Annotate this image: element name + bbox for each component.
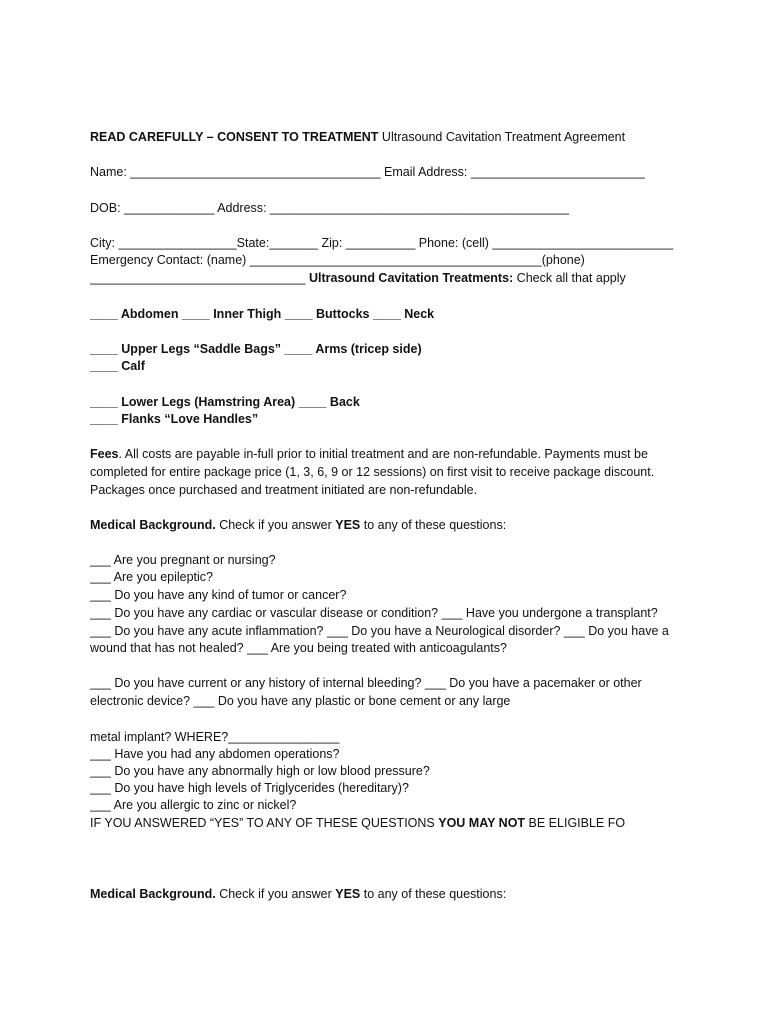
yes-emphasis: YES <box>335 518 361 532</box>
medical-question: ___ Are you epileptic? <box>90 570 214 584</box>
medical-instruction-text: Check if you answer <box>215 518 336 532</box>
medical-question: ___ Do you have any kind of tumor or cancer? <box>90 588 347 602</box>
form-title-rest: Ultrasound Cavitation Treatment Agreement <box>378 130 626 144</box>
treatments-heading: Ultrasound Cavitation Treatments: <box>308 271 514 285</box>
medical-question: ___ Do you have current or any history of internal bleeding? ___ Do you have a pacemaker or other <box>90 676 642 690</box>
medical-background-label: Medical Background. <box>90 887 216 901</box>
medical-question: ___ Do you have any acute inflammation? ___ Do you have a Neurological disorder? ___ Do you have a <box>90 624 669 638</box>
medical-instruction-text: to any of these questions: <box>360 887 507 901</box>
fees-text: . All costs are payable in-full prior to initial treatment and are non-refundable. Payments must be <box>118 447 648 461</box>
city-state-zip-phone-line: City: _________________State:_______ Zip: __________ Phone: (cell) __________________________ <box>90 236 674 250</box>
fees-line: Packages once purchased and treatment initiated are non-refundable. <box>90 483 478 497</box>
treatment-area-row: ____ Flanks “Love Handles” <box>90 412 259 426</box>
treatments-instruction: Check all that apply <box>513 271 626 285</box>
fees-line: completed for entire package price (1, 3, 6, 9 or 12 sessions) on first visit to receive package discount. <box>90 465 655 479</box>
treatment-area-row: ____ Upper Legs “Saddle Bags” ____ Arms (tricep side) <box>90 342 422 356</box>
medical-question: ___ Have you had any abdomen operations? <box>90 747 340 761</box>
warning-text: BE ELIGIBLE FO <box>525 816 626 830</box>
medical-background-heading <box>90 517 690 534</box>
name-email-line: Name: ____________________________________ Email Address: _________________________ <box>90 165 645 179</box>
emergency-contact-line: Emergency Contact: (name) __________________________________________(phone) <box>90 253 585 267</box>
medical-question: ___ Are you pregnant or nursing? <box>90 553 276 567</box>
treatments-intro-blank: _______________________________ <box>90 271 309 285</box>
medical-background-heading-repeat <box>90 886 690 903</box>
fees-line <box>90 446 690 463</box>
treatment-area-row: ____ Lower Legs (Hamstring Area) ____ Back <box>90 395 360 409</box>
warning-text: IF YOU ANSWERED “YES” TO ANY OF THESE QUESTIONS <box>90 816 439 830</box>
medical-question: ___ Do you have any cardiac or vascular disease or condition? ___ Have you undergone a transplant? <box>90 606 658 620</box>
medical-question: electronic device? ___ Do you have any plastic or bone cement or any large <box>90 694 511 708</box>
medical-instruction-text: Check if you answer <box>215 887 336 901</box>
form-title-bold: READ CAREFULLY – CONSENT TO TREATMENT <box>90 130 379 144</box>
dob-address-line: DOB: _____________ Address: ___________________________________________ <box>90 201 569 215</box>
medical-question: ___ Are you allergic to zinc or nickel? <box>90 798 297 812</box>
medical-background-label: Medical Background. <box>90 518 216 532</box>
treatment-area-row: ____ Abdomen ____ Inner Thigh ____ Buttocks ____ Neck <box>90 307 435 321</box>
medical-question: wound that has not healed? ___ Are you being treated with anticoagulants? <box>90 641 507 655</box>
treatment-area-row: ____ Calf <box>90 359 145 373</box>
medical-question: ___ Do you have any abnormally high or low blood pressure? <box>90 764 430 778</box>
medical-question: ___ Do you have high levels of Triglycerides (hereditary)? <box>90 781 409 795</box>
yes-emphasis: YES <box>335 887 361 901</box>
warning-emphasis: YOU MAY NOT <box>438 816 526 830</box>
form-title <box>90 129 690 146</box>
medical-instruction-text: to any of these questions: <box>360 518 507 532</box>
medical-question: metal implant? WHERE?________________ <box>90 730 340 744</box>
eligibility-warning <box>90 815 690 832</box>
fees-label: Fees <box>90 447 119 461</box>
treatments-intro <box>90 270 690 287</box>
